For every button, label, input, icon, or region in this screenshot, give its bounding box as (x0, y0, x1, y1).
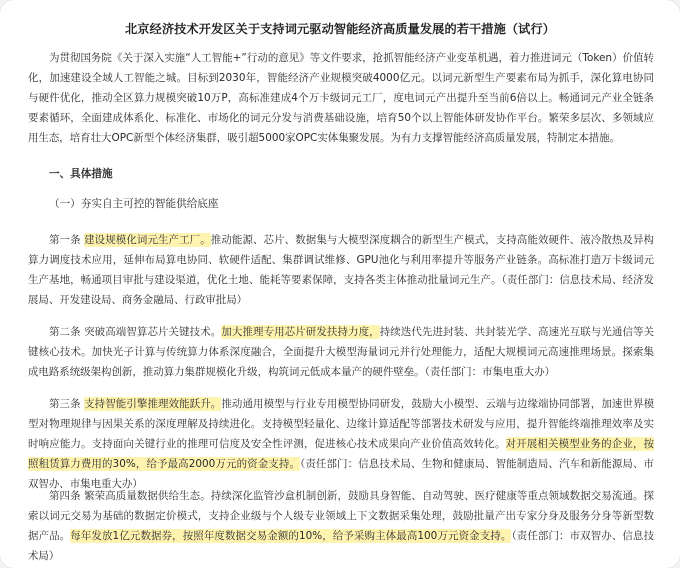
article-1-highlight: 建设规模化词元生产工厂。 (84, 234, 211, 246)
article-1-lead: 第一条 (49, 234, 81, 246)
article-4-highlight: 每年发放1亿元数据券，按照年度数据交易金额的10%，给予采购主体最高100万元资金支持。 (70, 530, 512, 542)
article-4-lead: 第四条 (49, 490, 81, 502)
article-4-pre: 繁荣高质量数据供给生态。持续深化监管沙盒机制创新，鼓励具身智能、自动驾驶、医疗健康等重点领域数据交易流通。探索以词元交易为基础的数据定价模式，支持企业级与个人级专业领域上下文数据采集处理，鼓励批量产出专家分身及服务分身等新型数据产品。 (28, 490, 654, 542)
article-2-text: 持续迭代先进封装、共封装光学、高速光互联与光通信等关键核心技术。加快光子计算与传统算力体系深度融合，全面提升大模型海量词元并行处理能力，适配大规模词元高速推理场景。探索集成电路系统级架构创新，推动算力集群规模化升级，构筑词元低成本量产的硬件壁垒。（责任部门：市集电重大办） (28, 326, 655, 378)
section-heading: 一、具体措施 (49, 168, 113, 180)
intro-paragraph: 为贯彻国务院《关于深入实施“人工智能+”行动的意见》等文件要求，抢抓智能经济产业变革机遇，着力推进词元（Token）价值转化，加速建设全域人工智能之城。目标到2030年，智能经济产业规模突破4000亿元。以词元新型生产要素布局为抓手，深化算电协同与硬件优化，推动全区算力规模突破10万P，高标准建成4个万卡级词元工厂，度电词元产出提升至当前6倍以上。畅通词元产业全链条要素循环，全面建成体系化、标准化、市场化的词元分发与消费基础设施，培育50个以上智能体研发协作平台。繁荣多层次、多领域应用生态，培育壮大OPC新型个体经济集群，吸引超5000家OPC实体集聚发展。为有力支撑智能经济高质量发展，特制定本措施。 (28, 52, 654, 144)
article-3-text: 推动通用模型与行业专用模型协同研发，鼓励大小模型、云端与边缘端协同部署，加速世界模型对物理规律与因果关系的深度理解及持续进化。支持模型轻量化、边缘计算适配等部署技术研发与应用，提升智能终端推理效率及实时响应能力。支持面向关键行业的推理可信度及安全性评测，促进核心技术成果向产业价值高效转化。 (28, 398, 655, 450)
article-2-highlight: 加大推理专用芯片研发扶持力度， (221, 326, 380, 338)
article-3-highlight: 支持智能引擎推理效能跃升。 (84, 398, 222, 410)
article-2 (28, 322, 654, 382)
document-title: 北京经济技术开发区关于支持词元驱动智能经济高质量发展的若干措施（试行） (124, 22, 556, 36)
article-3 (28, 394, 654, 494)
article-2-lead: 第二条 (49, 326, 81, 338)
article-1-text: 推动能源、芯片、数据集与大模型深度耦合的新型生产模式，支持高能效硬件、液冷散热及异构算力调度技术应用，延伸布局算电协同、软硬件适配、集群调试维修、GPU池化与利用率提升等服务产业链条。高标准打造万卡级词元生产基地，畅通项目审批与建设渠道，优化土地、能耗等要素保障，支持各类主体推动批量词元生产。（责任部门：信息技术局、经济发展局、开发建设局、商务金融局、行政审批局） (28, 234, 654, 306)
subsection-heading: （一）夯实自主可控的智能供给底座 (49, 198, 219, 210)
article-4-tail: （责任部门：市双智办、信息技术局） (28, 530, 655, 562)
article-1 (28, 230, 654, 310)
article-3-tail: （责任部门：信息技术局、生物和健康局、智能制造局、汽车和新能源局、市双智办、市集电重大办） (28, 458, 654, 490)
article-3-highlight-funding: 对开展相关模型业务的企业，按照租赁算力费用的30%，给予最高2000万元的资金支持。 (28, 438, 655, 470)
article-2-pre: 突破高端智算芯片关键技术。 (84, 326, 222, 338)
article-4 (28, 486, 654, 566)
article-3-lead: 第三条 (49, 398, 81, 410)
